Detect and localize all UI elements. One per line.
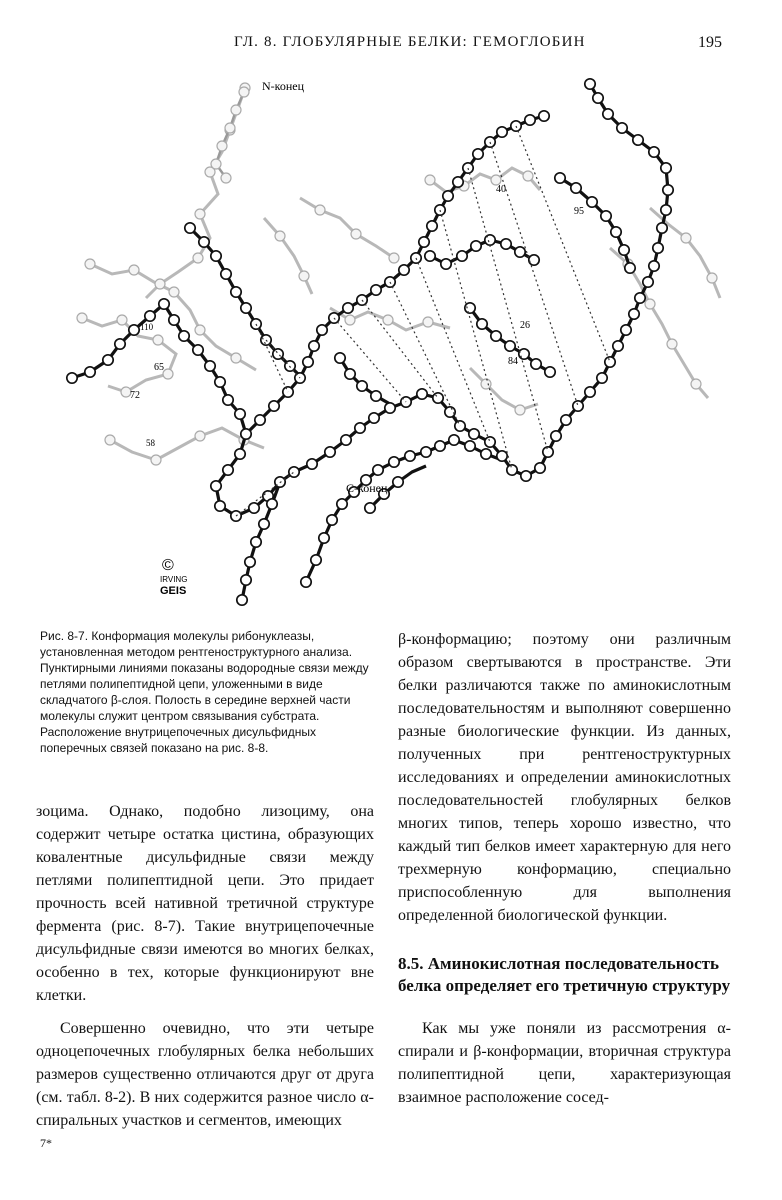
ribonuclease-figure: [50, 68, 740, 624]
signature-mark: 7*: [40, 1136, 52, 1150]
residue-label-40: 40: [496, 184, 506, 195]
signature-copyright: ©: [162, 557, 174, 574]
right-column: [398, 628, 731, 1109]
running-head: [60, 34, 722, 58]
right-paragraph-2: Как мы уже поняли из рассмотрения α-спирали и β-конформации, вторичная структура полипептидной цепи, характеризующая взаимное расположение сосед-: [398, 1020, 731, 1106]
residue-label-65: 65: [154, 362, 164, 373]
residue-label-58: 58: [146, 438, 155, 448]
chapter-title: ГЛ. 8. ГЛОБУЛЯРНЫЕ БЕЛКИ: ГЕМОГЛОБИН: [234, 34, 586, 50]
page-number: 195: [698, 34, 722, 51]
right-paragraph-1: β-конформацию; поэтому они различным образом свертываются в пространстве. Эти белки различаются также по аминокислотным последовательностям и выполняют совершенно разные биологические функции. Из данных, полученных при рентгеноструктурных исследованиях и определении аминокислотных последовательностей глобулярных белков многих типов, теперь хорошо известно, что каждый тип белков имеет характерную для него трехмерную конформацию, специально приспособленную для выполнения определенной биологической функции.: [398, 631, 731, 924]
section-heading: 8.5. Аминокислотная последовательность белка определяет его третичную структуру: [398, 954, 731, 995]
left-column: [36, 800, 374, 1132]
residue-label-84: 84: [508, 356, 518, 367]
residue-label-26: 26: [520, 320, 530, 331]
left-paragraph-1: зоцима. Однако, подобно лизоциму, она содержит четыре остатка цистина, образующих ковалентные дисульфидные связи между петлями полипептидной цепи. Это придает прочность всей нативной третичной структуре фермента (рис. 8-7). Такие внутрицепочечные дисульфидные связи имеются во многих белках, особенно в тех, которые функционируют вне клетки.: [36, 803, 374, 1004]
residue-label-95: 95: [574, 206, 584, 217]
figure-caption: Рис. 8-7. Конформация молекулы рибонуклеазы, установленная методом рентгеноструктурного анализа. Пунктирными линиями показаны водородные связи между петлями полипептидной цепи, уложенными в виде складчатого β-слоя. Полость в середине верхней части молекулы служит центром связывания субстрата. Расположение внутрицепочечных дисульфидных поперечных связей показано на рис. 8-8.: [40, 629, 369, 755]
residue-label-110: 110: [140, 322, 154, 332]
ribonuclease-illustration: [50, 68, 740, 624]
c-terminus-label: С-конец: [346, 481, 388, 495]
left-paragraph-2: Совершенно очевидно, что эти четыре одноцепочечных глобулярных белка небольших размеров существенно отличаются друг от друга (см. табл. 8-2). В них содержится разное число α-спиральных участков и сегментов, имеющих: [36, 1020, 374, 1129]
residue-label-72: 72: [130, 390, 140, 401]
signature-line-2: GEIS: [160, 585, 187, 597]
artist-signature: [160, 557, 187, 597]
signature-line-1: IRVING: [160, 575, 188, 584]
n-terminus-label: N-конец: [262, 79, 305, 93]
